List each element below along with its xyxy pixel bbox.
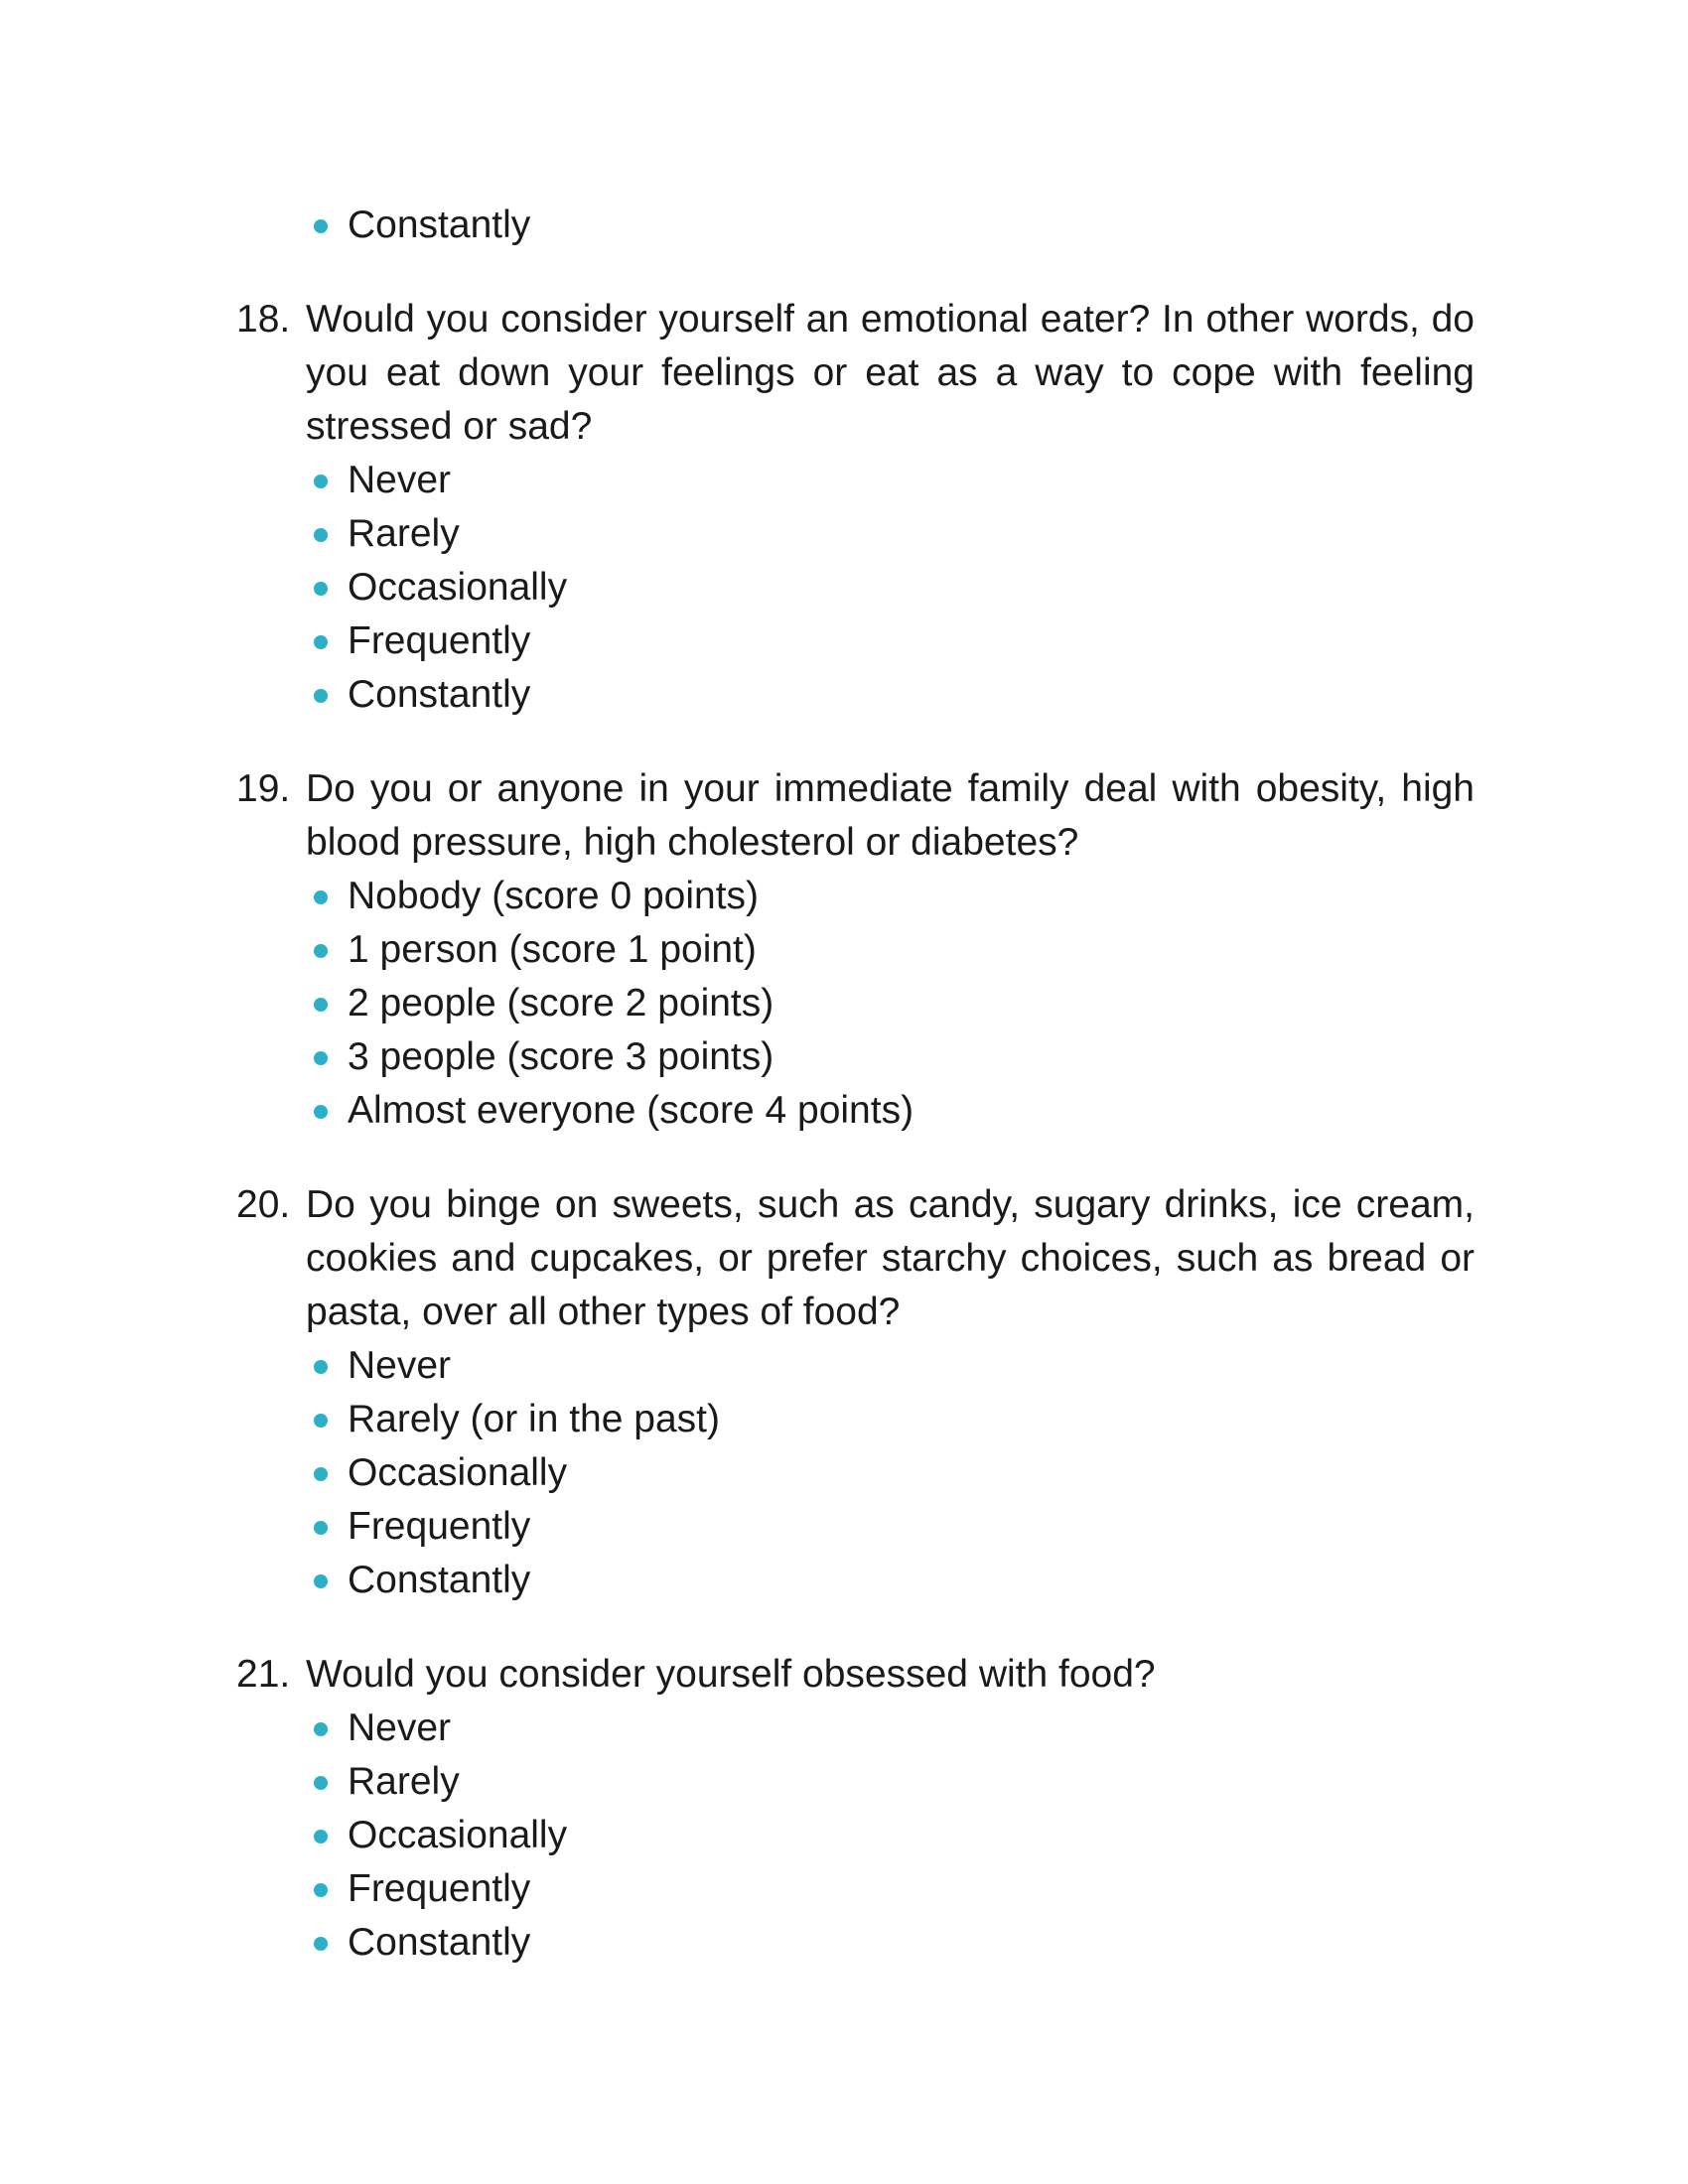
option-item bbox=[308, 507, 1475, 561]
option-label: Nobody (score 0 points) bbox=[348, 875, 760, 917]
option-item bbox=[308, 870, 1475, 923]
option-list bbox=[308, 1702, 1475, 1970]
bullet-dot-icon bbox=[314, 1467, 328, 1481]
option-item bbox=[308, 668, 1475, 722]
bullet-dot-icon bbox=[314, 582, 328, 596]
option-label: Rarely (or in the past) bbox=[348, 1398, 720, 1440]
option-item bbox=[308, 561, 1475, 614]
option-list bbox=[308, 870, 1475, 1138]
question-text: Do you or anyone in your immediate family deal with obesity, high blood pressure, high cholesterol or diabetes? bbox=[306, 767, 1475, 864]
question-20 bbox=[236, 1178, 1475, 1607]
option-label: Constantly bbox=[348, 1559, 531, 1601]
option-item bbox=[308, 614, 1475, 668]
option-item bbox=[308, 977, 1475, 1030]
bullet-dot-icon bbox=[314, 998, 328, 1012]
option-item bbox=[308, 1809, 1475, 1862]
bullet-dot-icon bbox=[314, 1051, 328, 1065]
bullet-dot-icon bbox=[314, 890, 328, 904]
option-label: Almost everyone (score 4 points) bbox=[348, 1089, 914, 1132]
bullet-dot-icon bbox=[314, 1937, 328, 1951]
option-item bbox=[308, 1446, 1475, 1500]
option-item bbox=[308, 1862, 1475, 1916]
bullet-dot-icon bbox=[314, 1830, 328, 1843]
question-list bbox=[236, 293, 1475, 2010]
option-label: Never bbox=[348, 1706, 452, 1749]
option-label: Constantly bbox=[348, 204, 531, 246]
question-text: Would you consider yourself obsessed with food? bbox=[306, 1653, 1156, 1696]
bullet-dot-icon bbox=[314, 635, 328, 649]
bullet-dot-icon bbox=[314, 1521, 328, 1535]
question-number: 19. bbox=[236, 767, 291, 810]
question-number: 18. bbox=[236, 298, 291, 341]
bullet-dot-icon bbox=[314, 944, 328, 958]
option-item bbox=[308, 1084, 1475, 1138]
option-label: Rarely bbox=[348, 512, 460, 555]
option-label: Constantly bbox=[348, 673, 531, 716]
question-text: Do you binge on sweets, such as candy, sugary drinks, ice cream, cookies and cupcakes, or prefer starchy choices, such as bread or pasta, over all other types of food? bbox=[306, 1183, 1475, 1333]
bullet-dot-icon bbox=[314, 1574, 328, 1588]
option-label: Frequently bbox=[348, 1867, 531, 1910]
option-label: Never bbox=[348, 459, 452, 501]
option-item bbox=[308, 199, 1400, 252]
previous-question-options bbox=[308, 199, 1400, 252]
bullet-dot-icon bbox=[314, 689, 328, 703]
bullet-dot-icon bbox=[314, 1105, 328, 1119]
option-list bbox=[308, 1339, 1475, 1607]
option-item bbox=[308, 454, 1475, 507]
bullet-dot-icon bbox=[314, 475, 328, 488]
option-item bbox=[308, 923, 1475, 977]
option-label: Frequently bbox=[348, 619, 531, 662]
option-label: 3 people (score 3 points) bbox=[348, 1035, 774, 1078]
question-18 bbox=[236, 293, 1475, 722]
option-label: Occasionally bbox=[348, 566, 568, 609]
option-item bbox=[308, 1339, 1475, 1393]
question-text: Would you consider yourself an emotional eater? In other words, do you eat down your feelings or eat as a way to cope with feeling stressed or sad? bbox=[306, 298, 1475, 448]
option-list bbox=[308, 454, 1475, 722]
option-item bbox=[308, 1554, 1475, 1607]
bullet-dot-icon bbox=[314, 219, 328, 233]
option-label: Never bbox=[348, 1344, 452, 1387]
bullet-dot-icon bbox=[314, 1360, 328, 1374]
bullet-dot-icon bbox=[314, 1883, 328, 1897]
bullet-dot-icon bbox=[314, 1776, 328, 1790]
option-item bbox=[308, 1755, 1475, 1809]
option-label: Frequently bbox=[348, 1505, 531, 1548]
option-label: 2 people (score 2 points) bbox=[348, 982, 774, 1024]
question-number: 20. bbox=[236, 1183, 291, 1226]
question-19 bbox=[236, 762, 1475, 1138]
option-label: Constantly bbox=[348, 1921, 531, 1964]
option-label: 1 person (score 1 point) bbox=[348, 928, 757, 971]
question-21 bbox=[236, 1648, 1475, 1970]
option-item bbox=[308, 1916, 1475, 1970]
option-item bbox=[308, 1030, 1475, 1084]
option-item bbox=[308, 1393, 1475, 1446]
option-item bbox=[308, 1702, 1475, 1755]
option-label: Occasionally bbox=[348, 1451, 568, 1494]
question-number: 21. bbox=[236, 1653, 291, 1696]
option-label: Occasionally bbox=[348, 1814, 568, 1856]
bullet-dot-icon bbox=[314, 528, 328, 542]
option-list bbox=[308, 199, 1400, 252]
option-item bbox=[308, 1500, 1475, 1554]
bullet-dot-icon bbox=[314, 1414, 328, 1428]
bullet-dot-icon bbox=[314, 1722, 328, 1736]
option-label: Rarely bbox=[348, 1760, 460, 1803]
